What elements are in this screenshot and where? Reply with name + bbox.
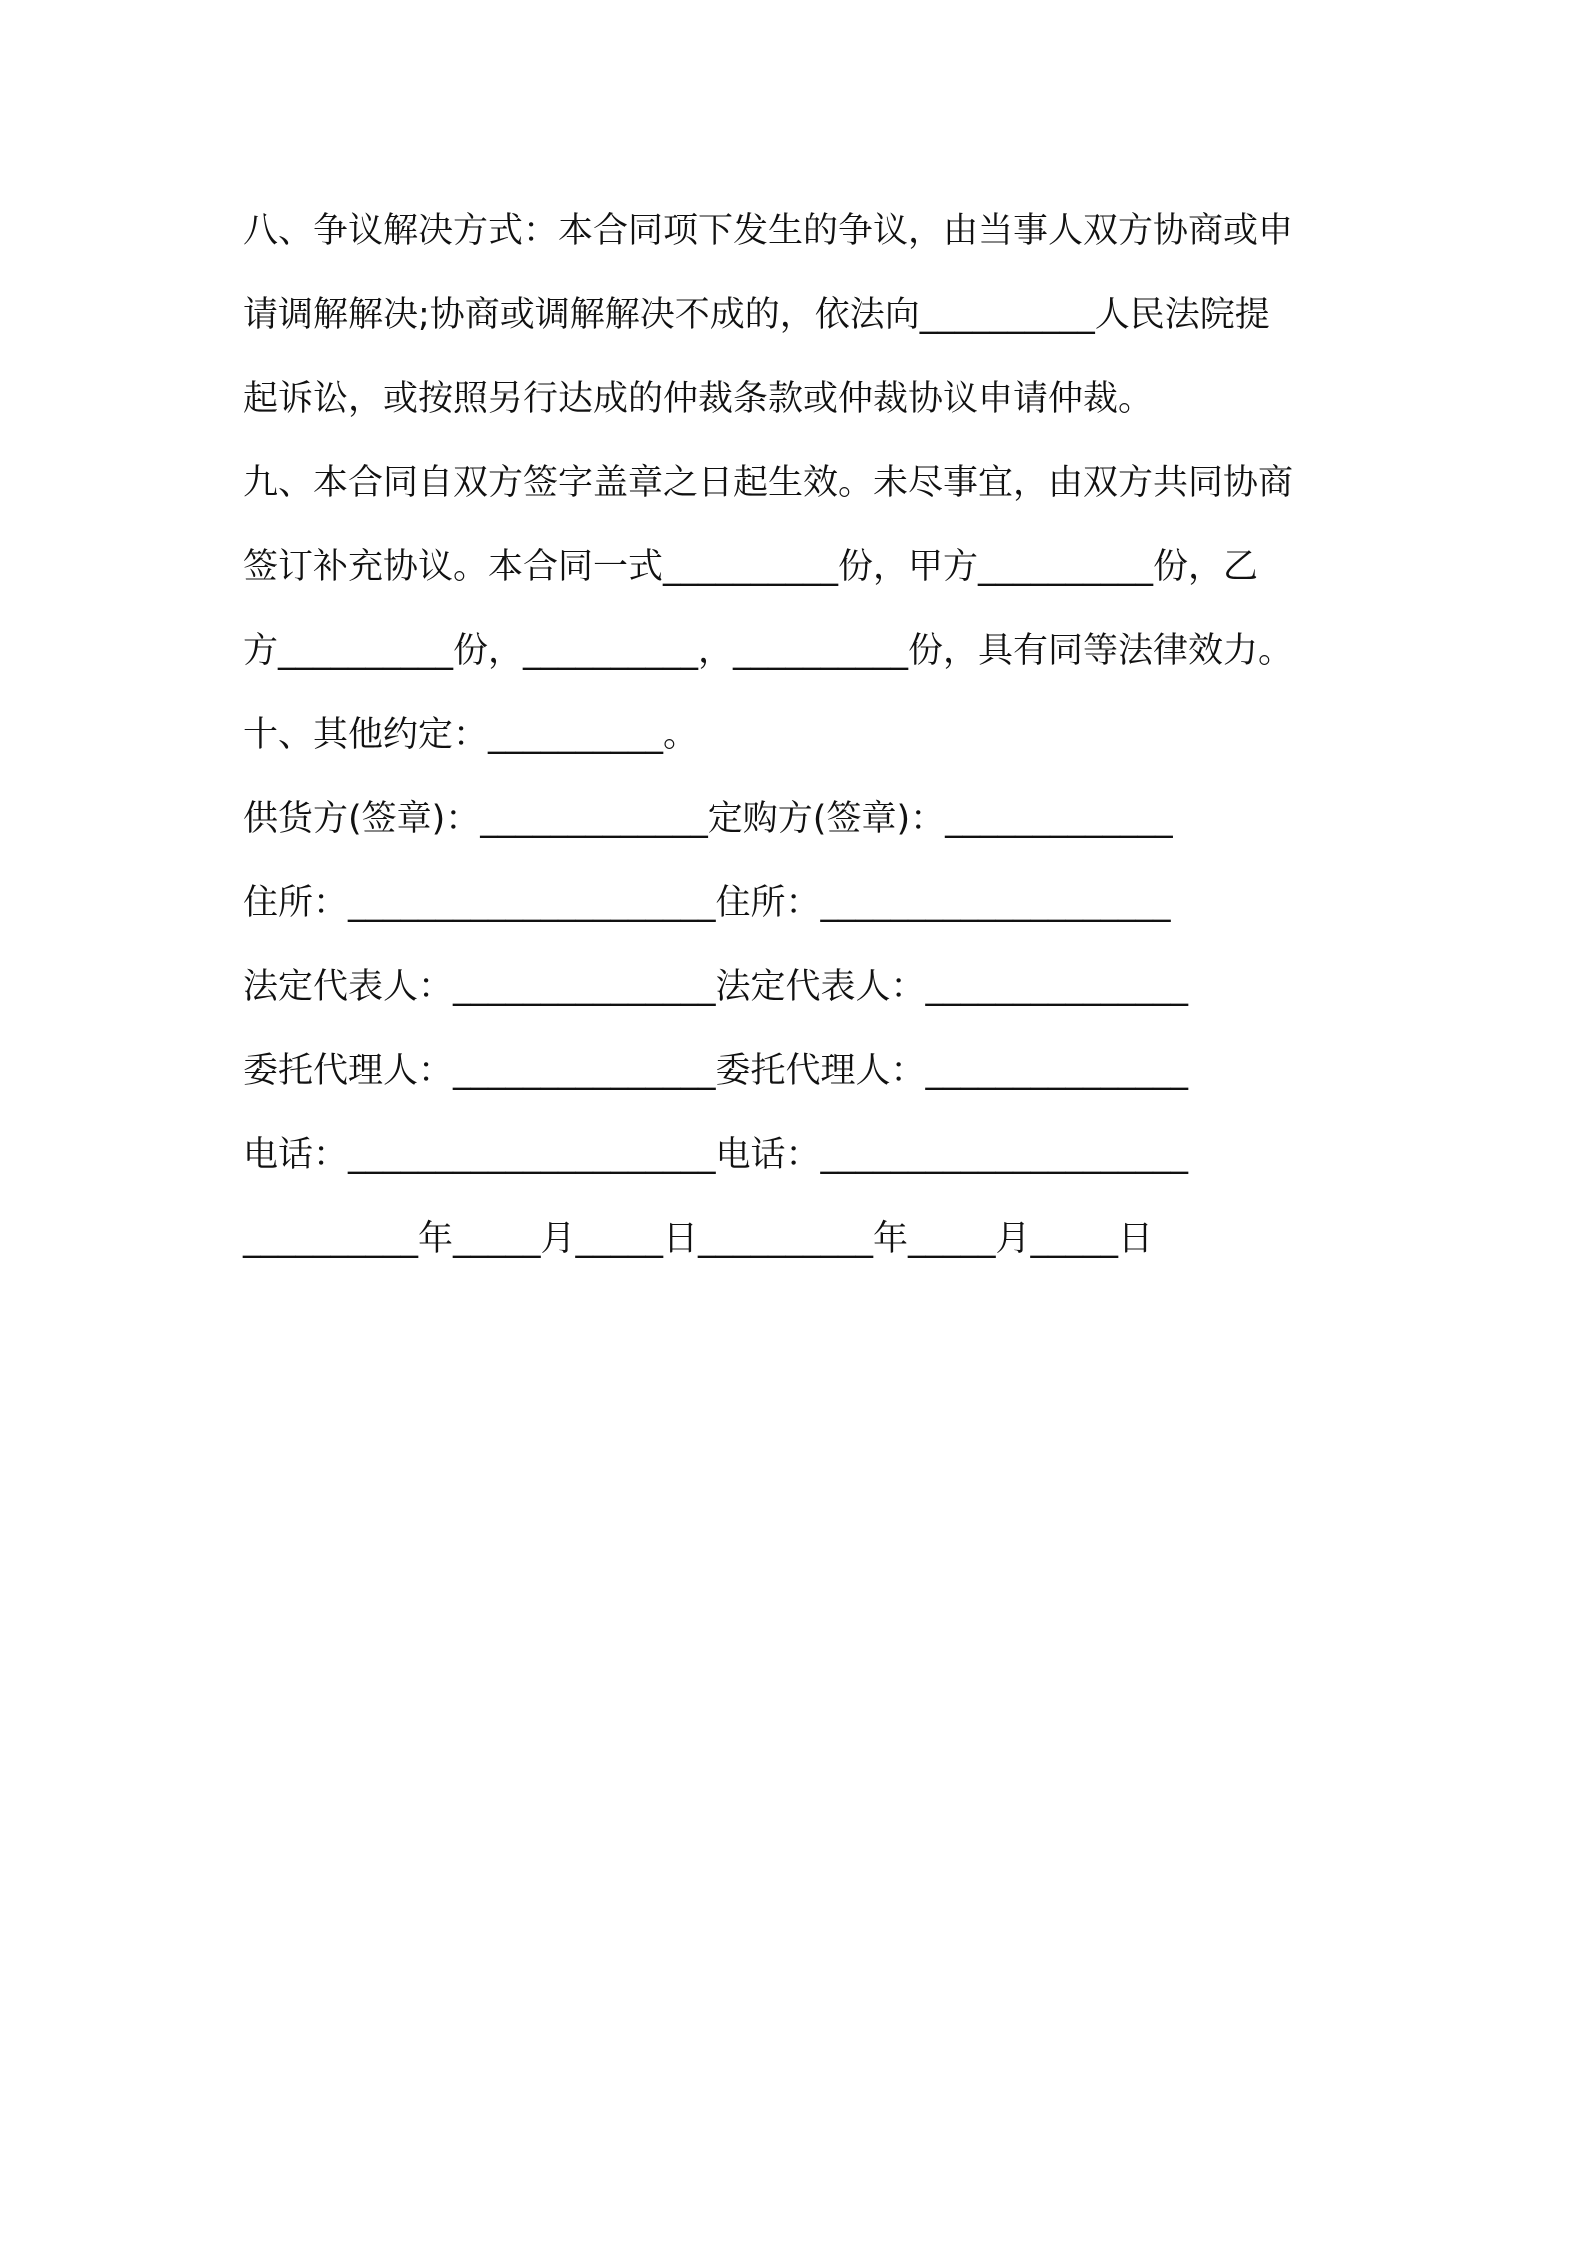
authorized-agent-line: 委托代理人：_______________委托代理人：_______________ [243,1051,1189,1091]
clause-9-line-2: 签订补充协议。本合同一式__________份，甲方__________份，乙 [243,547,1259,587]
signature-seal-line: 供货方(签章)：_____________定购方(签章)：_____________ [243,799,1173,839]
date-line: __________年_____月_____日__________年_____月_____日 [243,1219,1154,1259]
clause-8-line-3: 起诉讼，或按照另行达成的仲裁条款或仲裁协议申请仲裁。 [243,379,1154,419]
address-line: 住所：_____________________住所：____________________ [243,883,1171,923]
legal-representative-line: 法定代表人：_______________法定代表人：_______________ [243,967,1189,1007]
clause-8-line-1: 八、争议解决方式：本合同项下发生的争议，由当事人双方协商或申 [243,211,1294,251]
clause-9-line-1: 九、本合同自双方签字盖章之日起生效。未尽事宜，由双方共同协商 [243,463,1294,503]
clause-8-line-2: 请调解解决;协商或调解解决不成的，依法向__________人民法院提 [243,295,1270,335]
clause-10-line: 十、其他约定：__________。 [243,715,699,755]
clause-9-line-3: 方__________份，__________，__________份，具有同等法律效力。 [243,631,1294,671]
contract-body [243,196,1363,1288]
phone-line: 电话：_____________________电话：_____________________ [243,1135,1189,1175]
